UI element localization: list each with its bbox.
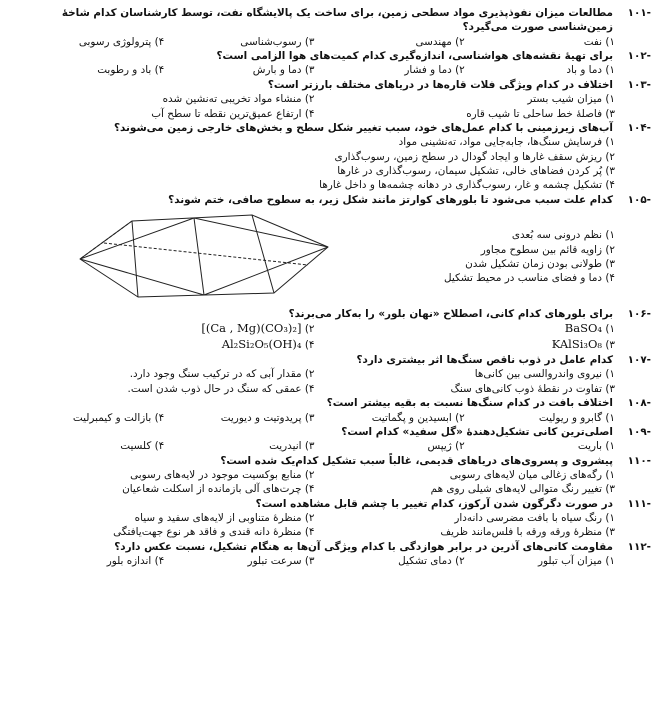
question-number: ۱۰۹- (627, 425, 651, 438)
option-2[interactable]: ۲) دما و فشار (404, 64, 465, 77)
option-1[interactable] (315, 321, 616, 337)
options (14, 321, 651, 353)
question-number: ۱۰۶- (627, 308, 651, 321)
option-1[interactable]: ۱) رنگ سیاه با بافت مضرسی دانه‌دار (454, 512, 615, 525)
question-stem: در صورت دگرگون شدن آرکوز، کدام تغییر با چشم قابل مشاهده است؟ (255, 497, 613, 510)
question-stem: کدام علت سبب می‌شود تا بلورهای کوارتز مانند شکل زیر، به سطوح صافی، ختم شوند؟ (168, 193, 613, 206)
question-number: ۱۰۴- (627, 121, 651, 134)
options (14, 511, 651, 540)
option-3[interactable]: ۳) فاصلهٔ خط ساحلی تا شیب قاره (466, 107, 615, 120)
question-112 (14, 540, 651, 569)
question-stem: پیشروی و پسروی‌های دریاهای قدیمی، غالباً سبب تشکیل کدام‌یک شده است؟ (220, 454, 613, 467)
option-2[interactable]: ۲) ژیپس (427, 440, 465, 453)
formula-kalsi3o8: KAlSi₃O₈ (551, 337, 603, 352)
option-4[interactable]: ۴) کلسیت (120, 440, 165, 453)
option-1[interactable]: ۱) میزان آب تبلور (537, 555, 615, 568)
option-1[interactable]: ۱) دما و باد (566, 64, 615, 77)
question-number: ۱۱۱- (627, 497, 651, 510)
question-110 (14, 454, 651, 497)
options (14, 439, 651, 453)
option-3[interactable]: ۳) دما و بارش (252, 64, 315, 77)
options (14, 554, 651, 568)
option-label: ۳) (605, 339, 615, 352)
formula-baso4: BaSO₄ (564, 321, 603, 336)
question-109 (14, 425, 651, 454)
question-106 (14, 307, 651, 353)
option-4[interactable]: ۴) باد و رطوبت (97, 64, 165, 77)
question-104 (14, 121, 651, 193)
question-number: ۱۰۸- (627, 397, 651, 410)
option-1[interactable]: ۱) نفت (583, 35, 615, 48)
option-4[interactable]: ۴) منظرهٔ دانه قندی و فاقد هر نوع جهت‌یافتگی (113, 526, 315, 539)
question-stem: اصلی‌ترین کانی تشکیل‌دهندهٔ «گل سفید» کدام است؟ (341, 425, 613, 438)
option-label: ۴) (304, 339, 315, 352)
option-2[interactable]: ۲) زاویه قائم بین سطوح مجاور (480, 243, 615, 256)
option-1[interactable]: ۱) میزان شیب بستر (527, 93, 615, 106)
question-105 (14, 193, 651, 307)
option-4[interactable]: ۴) پترولوژی رسوبی (78, 35, 165, 48)
option-2[interactable]: ۲) مقدار آبی که در ترکیب سنگ وجود دارد. (129, 368, 315, 381)
option-1[interactable]: ۱) رگه‌های زغالی میان لایه‌های رسوبی (449, 468, 615, 481)
option-1[interactable]: ۱) باریت (577, 440, 615, 453)
question-103 (14, 78, 651, 121)
option-4[interactable]: ۴) عمقی که سنگ در حال ذوب شدن است. (127, 382, 315, 395)
option-4[interactable]: ۴) ارتفاع عمیق‌ترین نقطه تا سطح آب (151, 107, 315, 120)
question-stem: مقاومت کانی‌های آذرین در برابر هوازدگی با کدام ویژگی آن‌ها به هنگام تشکیل، نسبت عکس دارد؟ (114, 540, 613, 553)
options (14, 135, 651, 192)
formula-dolomite: [(Ca , Mg)(CO₃)₂] (201, 321, 302, 336)
question-stem: اختلاف بافت در کدام سنگ‌ها نسبت به بقیه بیشتر است؟ (326, 397, 613, 410)
question-stem: اختلاف در کدام ویژگی فلات قاره‌ها در دریاهای مختلف بارزتر است؟ (267, 78, 613, 91)
option-4[interactable] (14, 337, 315, 353)
question-number: ۱۱۰- (627, 454, 651, 467)
option-3[interactable]: ۳) سرعت تبلور (247, 555, 315, 568)
option-1[interactable]: ۱) گابرو و ریولیت (538, 411, 615, 424)
options (14, 367, 651, 396)
option-3[interactable]: ۳) رسوب‌شناسی (240, 35, 315, 48)
question-number: ۱۰۳- (627, 78, 651, 91)
formula-kaolinite: Al₂Si₂O₅(OH)₄ (221, 337, 302, 352)
option-3[interactable] (315, 337, 616, 353)
option-4[interactable]: ۴) بازالت و کیمبرلیت (72, 411, 165, 424)
question-stem: برای بلورهای کدام کانی، اصطلاح «نهان بلور» را به‌کار می‌برند؟ (288, 308, 613, 321)
option-3[interactable]: ۳) پُر کردن فضاهای خالی، تشکیل سیمان، رسوب‌گذاری در غارها (337, 164, 615, 177)
option-3[interactable]: ۳) تغییر رنگ متوالی لایه‌های شیلی روی هم (430, 483, 615, 496)
option-label: ۱) (605, 323, 615, 336)
option-4[interactable]: ۴) اندازه بلور (106, 555, 165, 568)
options (14, 63, 651, 77)
question-stem: کدام عامل در ذوب ناقص سنگ‌ها اثر بیشتری دارد؟ (356, 354, 613, 367)
option-2[interactable]: ۲) مهندسی (415, 35, 465, 48)
question-number: ۱۰۲- (627, 50, 651, 63)
option-2[interactable]: ۲) دمای تشکیل (398, 555, 465, 568)
option-1[interactable]: ۱) فرسایش سنگ‌ها، جابه‌جایی مواد، ته‌نشینی مواد (398, 136, 615, 149)
option-1[interactable]: ۱) نظم درونی سه بُعدی (511, 229, 615, 242)
question-stem: مطالعات میزان نفوذپذیری مواد سطحی زمین، برای ساخت یک پالایشگاه نفت، توسط کارشناسان کدام شاخهٔ زمین‌شناسی صورت می‌گیرد؟ (61, 7, 613, 34)
option-4[interactable]: ۴) تشکیل چشمه و غار، رسوب‌گذاری در دهانه چشمه‌ها و داخل غارها (319, 179, 615, 192)
options (334, 228, 651, 285)
option-4[interactable]: ۴) دما و فضای مناسب در محیط تشکیل (443, 272, 615, 285)
option-2[interactable]: ۲) منشاء مواد تخریبی ته‌نشین شده (162, 93, 315, 106)
options (14, 92, 651, 121)
question-number: ۱۱۲- (627, 540, 651, 553)
option-3[interactable]: ۳) پریدوتیت و دیوریت (220, 411, 315, 424)
options (14, 411, 651, 425)
option-2[interactable]: ۲) ریزش سقف غارها و ایجاد گودال در سطح زمین، رسوب‌گذاری (334, 150, 615, 163)
question-number: ۱۰۵- (627, 193, 651, 206)
option-2[interactable]: ۲) منابع بوکسیت موجود در لایه‌های رسوبی (130, 468, 315, 481)
option-3[interactable]: ۳) منظرهٔ ورقه ورقه با فلس‌مانند ظریف (440, 526, 615, 539)
option-3[interactable]: ۳) تفاوت در نقطهٔ ذوب کانی‌های سنگ (450, 382, 615, 395)
options (14, 468, 651, 497)
quartz-crystal-figure (74, 207, 334, 307)
option-3[interactable]: ۳) طولانی بودن زمان تشکیل شدن (465, 258, 615, 271)
question-107 (14, 353, 651, 396)
question-111 (14, 497, 651, 540)
option-4[interactable]: ۴) چرت‌های آلی بازمانده از اسکلت شعاعیان (122, 483, 315, 496)
option-1[interactable]: ۱) نیروی واندروالسی بین کانی‌ها (474, 368, 615, 381)
options (14, 35, 651, 49)
question-102 (14, 49, 651, 78)
question-101 (14, 6, 651, 49)
question-stem: آب‌های زیرزمینی با کدام عمل‌های خود، سبب تغییر شکل سطح و بخش‌های خارجی زمین می‌شوند؟ (114, 121, 613, 134)
option-2[interactable]: ۲) منظرهٔ متناوبی از لایه‌های سفید و سیاه (134, 512, 315, 525)
option-3[interactable]: ۳) انیدریت (269, 440, 315, 453)
question-number: ۱۰۱- (627, 7, 651, 19)
question-stem: برای تهیهٔ نقشه‌های هواشناسی، اندازه‌گیری کدام کمیت‌های هوا الزامی است؟ (216, 50, 613, 63)
option-2[interactable]: ۲) ابسیدین و پگماتیت (371, 411, 465, 424)
option-label: ۲) (304, 323, 315, 336)
question-108 (14, 396, 651, 425)
question-number: ۱۰۷- (627, 354, 651, 367)
option-2[interactable] (14, 321, 315, 337)
